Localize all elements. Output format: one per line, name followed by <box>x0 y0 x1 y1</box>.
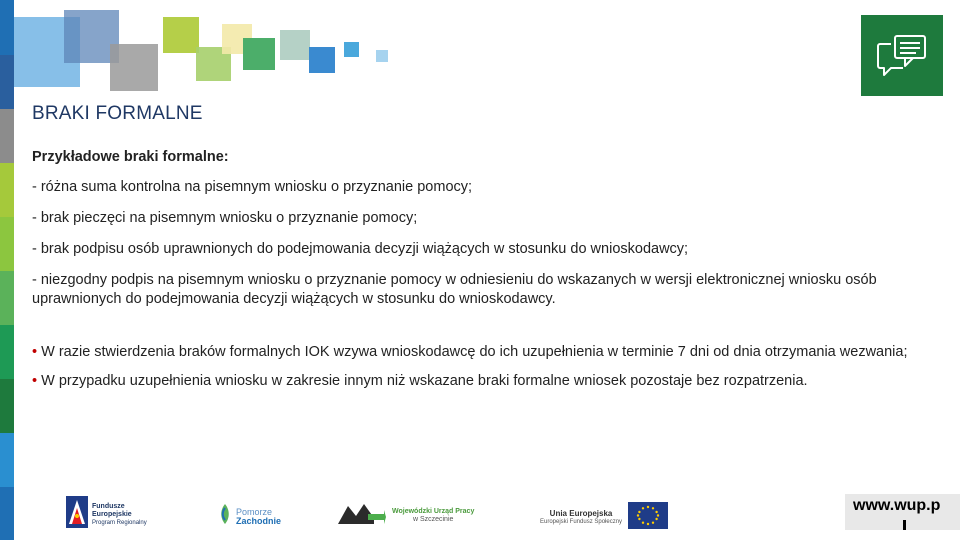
stripe <box>0 379 14 433</box>
logo-fundusze-europejskie <box>66 496 147 533</box>
stripe <box>0 271 14 325</box>
bullet-paragraph <box>32 343 910 362</box>
eu-flag-icon <box>628 502 668 534</box>
square <box>309 47 335 73</box>
pomorze-zachodnie-icon <box>216 502 234 531</box>
chat-icon-box <box>861 15 943 96</box>
logo-line: Unia Europejska <box>549 509 613 518</box>
chat-bubbles-icon <box>861 83 943 100</box>
url-text[interactable]: www.wup.p <box>853 497 941 514</box>
square <box>344 42 359 57</box>
logo-line: w Szczecinie <box>412 515 454 523</box>
bullet-text: W razie stwierdzenia braków formalnych IOK wzywa wnioskodawcę do ich uzupełnienia w terminie 7 dni od dnia otrzymania wezwania; <box>41 344 908 360</box>
footer-logos <box>0 490 960 540</box>
stripe <box>0 163 14 217</box>
list-item: - niezgodny podpis na pisemnym wniosku o przyznanie pomocy w odniesieniu do wskazanych w wersji elektronicznej wniosku osób uprawnionych do podejmowania decyzji wiążących w stosunku do wnioskodawcy. <box>32 272 877 307</box>
square <box>110 44 158 91</box>
logo-line: Pomorze <box>236 506 273 517</box>
logo-unia-europejska <box>540 502 668 534</box>
slide-title: BRAKI FORMALNE <box>32 103 203 124</box>
fundusze-europejskie-icon <box>66 496 88 533</box>
logo-line: Wojewódzki Urząd Pracy <box>392 507 475 515</box>
logo-line: Fundusze <box>92 502 125 510</box>
url-cursor <box>903 520 906 530</box>
stripe <box>0 109 14 163</box>
list-item: - różna suma kontrolna na pisemnym wniosku o przyznanie pomocy; <box>32 179 473 195</box>
stripe <box>0 433 14 487</box>
bullet-paragraph <box>32 372 910 391</box>
stripe <box>0 325 14 379</box>
square <box>280 30 310 60</box>
square <box>163 17 199 53</box>
bullet-text: W przypadku uzupełnienia wniosku w zakresie innym niż wskazane braki formalne wniosek pozostaje bez rozpatrzenia. <box>41 373 808 389</box>
list-item: - brak pieczęci na pisemnym wniosku o przyznanie pomocy; <box>32 210 418 226</box>
bullet-dot: • <box>32 344 38 360</box>
square <box>376 50 388 62</box>
bullet-dot: • <box>32 373 38 389</box>
logo-pomorze-zachodnie <box>216 502 281 531</box>
logo-line: Zachodnie <box>236 515 282 526</box>
stripe <box>0 55 14 109</box>
logo-line: Program Regionalny <box>92 519 147 526</box>
wup-mountains-icon <box>338 500 386 531</box>
square <box>243 38 275 70</box>
logo-line: Europejski Fundusz Społeczny <box>540 519 623 525</box>
stripe <box>0 0 14 55</box>
logo-line: Europejskie <box>92 510 132 518</box>
stripe <box>0 217 14 271</box>
website-url[interactable] <box>845 494 960 530</box>
slide-content <box>32 148 910 401</box>
list-item: - brak podpisu osób uprawnionych do podejmowania decyzji wiążących w stosunku do wnioskodawcy; <box>32 241 689 257</box>
lead-text: Przykładowe braki formalne: <box>32 149 229 165</box>
logo-wup-szczecin <box>338 500 474 531</box>
